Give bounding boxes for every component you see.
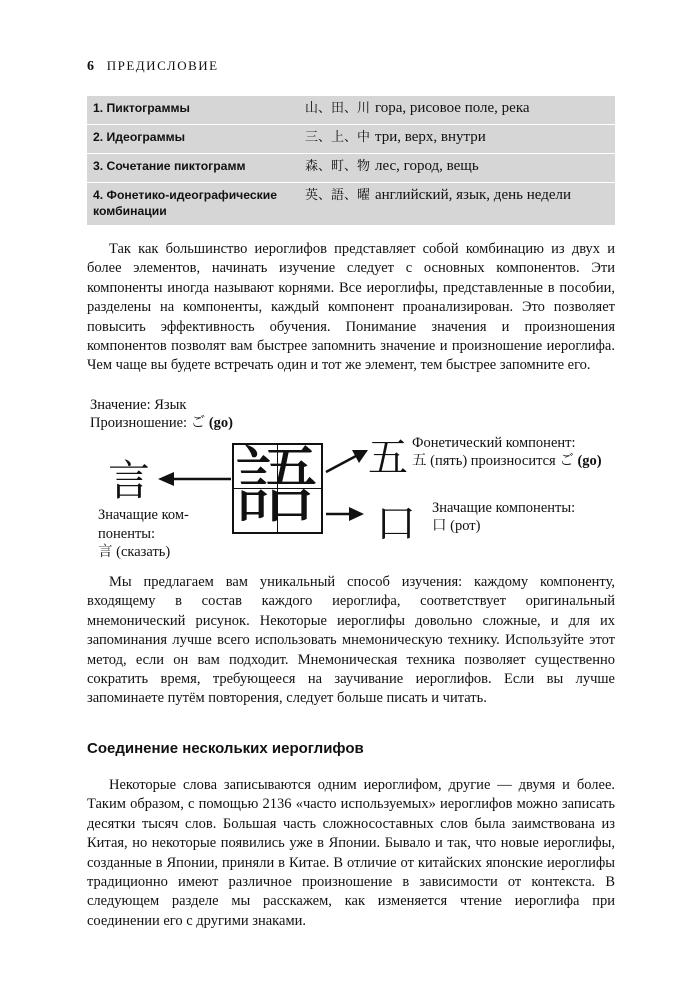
table-row: [87, 125, 615, 153]
section-title: Соединение нескольких иероглифов: [87, 740, 364, 757]
arrow-left-head: [158, 472, 174, 486]
pronunciation-romaji: (go): [208, 415, 233, 431]
phonetic-sub: [412, 452, 602, 471]
left-components-sub: 言 (сказать): [98, 544, 171, 560]
combination-paragraph: Некоторые слова записываются одним иероглифом, другие — двумя и более. Таким образом, с помощью 2136 «часто используемых» иероглифов можно записать десятки тысяч слов. Большая часть сложносоставных слов была заимствована из Китая, но некоторые появились уже в Японии. Бывало и так, что новые иероглифы, созданные в Японии, приняли в Китае. В отличие от китайских японские иероглифы традиционно имеют различное произношение в зависимости от контекста. В следующем разделе мы расскажем, как изменяется чтение иероглифа при соединении его с другими знаками.: [87, 777, 615, 929]
kanji-type: 1. Пиктограммы: [93, 101, 190, 115]
kanji-types-table: [87, 96, 615, 226]
pronunciation-text: Произношение:: [90, 415, 191, 431]
kanji-meaning: гора, рисовое поле, река: [375, 100, 530, 116]
arrow-up-right-line: [326, 456, 356, 472]
page-header: [87, 58, 219, 75]
arrow-right-head: [349, 507, 364, 521]
left-kanji: 言: [108, 456, 151, 505]
section-name: ПРЕДИСЛОВИЕ: [106, 58, 219, 73]
pronunciation-kana: ご: [190, 415, 206, 431]
table-row: [87, 183, 615, 225]
meaning-components-label: Значащие компоненты:: [432, 500, 576, 516]
pronunciation-label: [90, 414, 233, 433]
table-row: [87, 154, 615, 182]
example-kanji: 森、町、物: [305, 158, 371, 173]
table-row: [87, 96, 615, 124]
phonetic-label: Фонетический компонент:: [412, 435, 576, 451]
main-kanji: 語: [234, 437, 319, 535]
kanji-meaning: лес, город, вещь: [375, 158, 479, 174]
meaning-components-sub: 口 (рот): [432, 518, 481, 534]
page-number: 6: [87, 59, 94, 74]
example-kanji: 山、田、川: [305, 100, 371, 115]
example-kanji: 三、上、中: [305, 129, 371, 144]
phonetic-sub-text: 五 (пять) произносится ご: [412, 453, 574, 469]
left-components-label: Значащие ком-поненты:: [98, 507, 189, 542]
meaning-kanji: 口: [376, 501, 416, 547]
kanji-type: 3. Сочетание пиктограмм: [93, 159, 246, 173]
arrow-up-right-head: [352, 450, 368, 463]
method-paragraph: Мы предлагаем вам уникальный способ изучения: каждому компоненту, входящему в состав каждого иероглифа, соответствует оригинальный мнемонический рисунок. Некоторые иероглифы довольно сложные, и для их запоминания лучше всего использовать мнемоническую технику. Используйте этот метод, если он вам подходит. Мнемоническая техника позволяет существенно сократить время, требующееся на заучивание иероглифов. Если вы лучше запоминаете путём повторения, следует больше писать и читать.: [87, 574, 615, 707]
kanji-meaning: три, верх, внутри: [375, 129, 486, 145]
intro-paragraph: Так как большинство иероглифов представляет собой комбинацию из двух и более элементов, начинать изучение следует с основных компонентов. Эти компоненты иногда называют корнями. Все иероглифы, представленные в пособии, разделены на компоненты, каждый компонент проанализирован. Это позволяет повысить эффективность обучения. Понимание значения и произношения компонентов позволят вам быстрее запомнить значение и произношение иероглифа. Чем чаще вы будете встречать один и тот же элемент, тем быстрее запомните его.: [87, 241, 615, 374]
phonetic-kanji: 五: [368, 435, 408, 481]
kanji-type: 2. Идеограммы: [93, 130, 186, 144]
meaning-label: Значение: Язык: [90, 397, 187, 413]
phonetic-romaji: (go): [577, 453, 602, 469]
example-kanji: 英、語、曜: [305, 187, 371, 202]
kanji-meaning: английский, язык, день недели: [375, 187, 572, 203]
kanji-type: 4. Фонетико-идеографические комбинации: [93, 188, 278, 218]
